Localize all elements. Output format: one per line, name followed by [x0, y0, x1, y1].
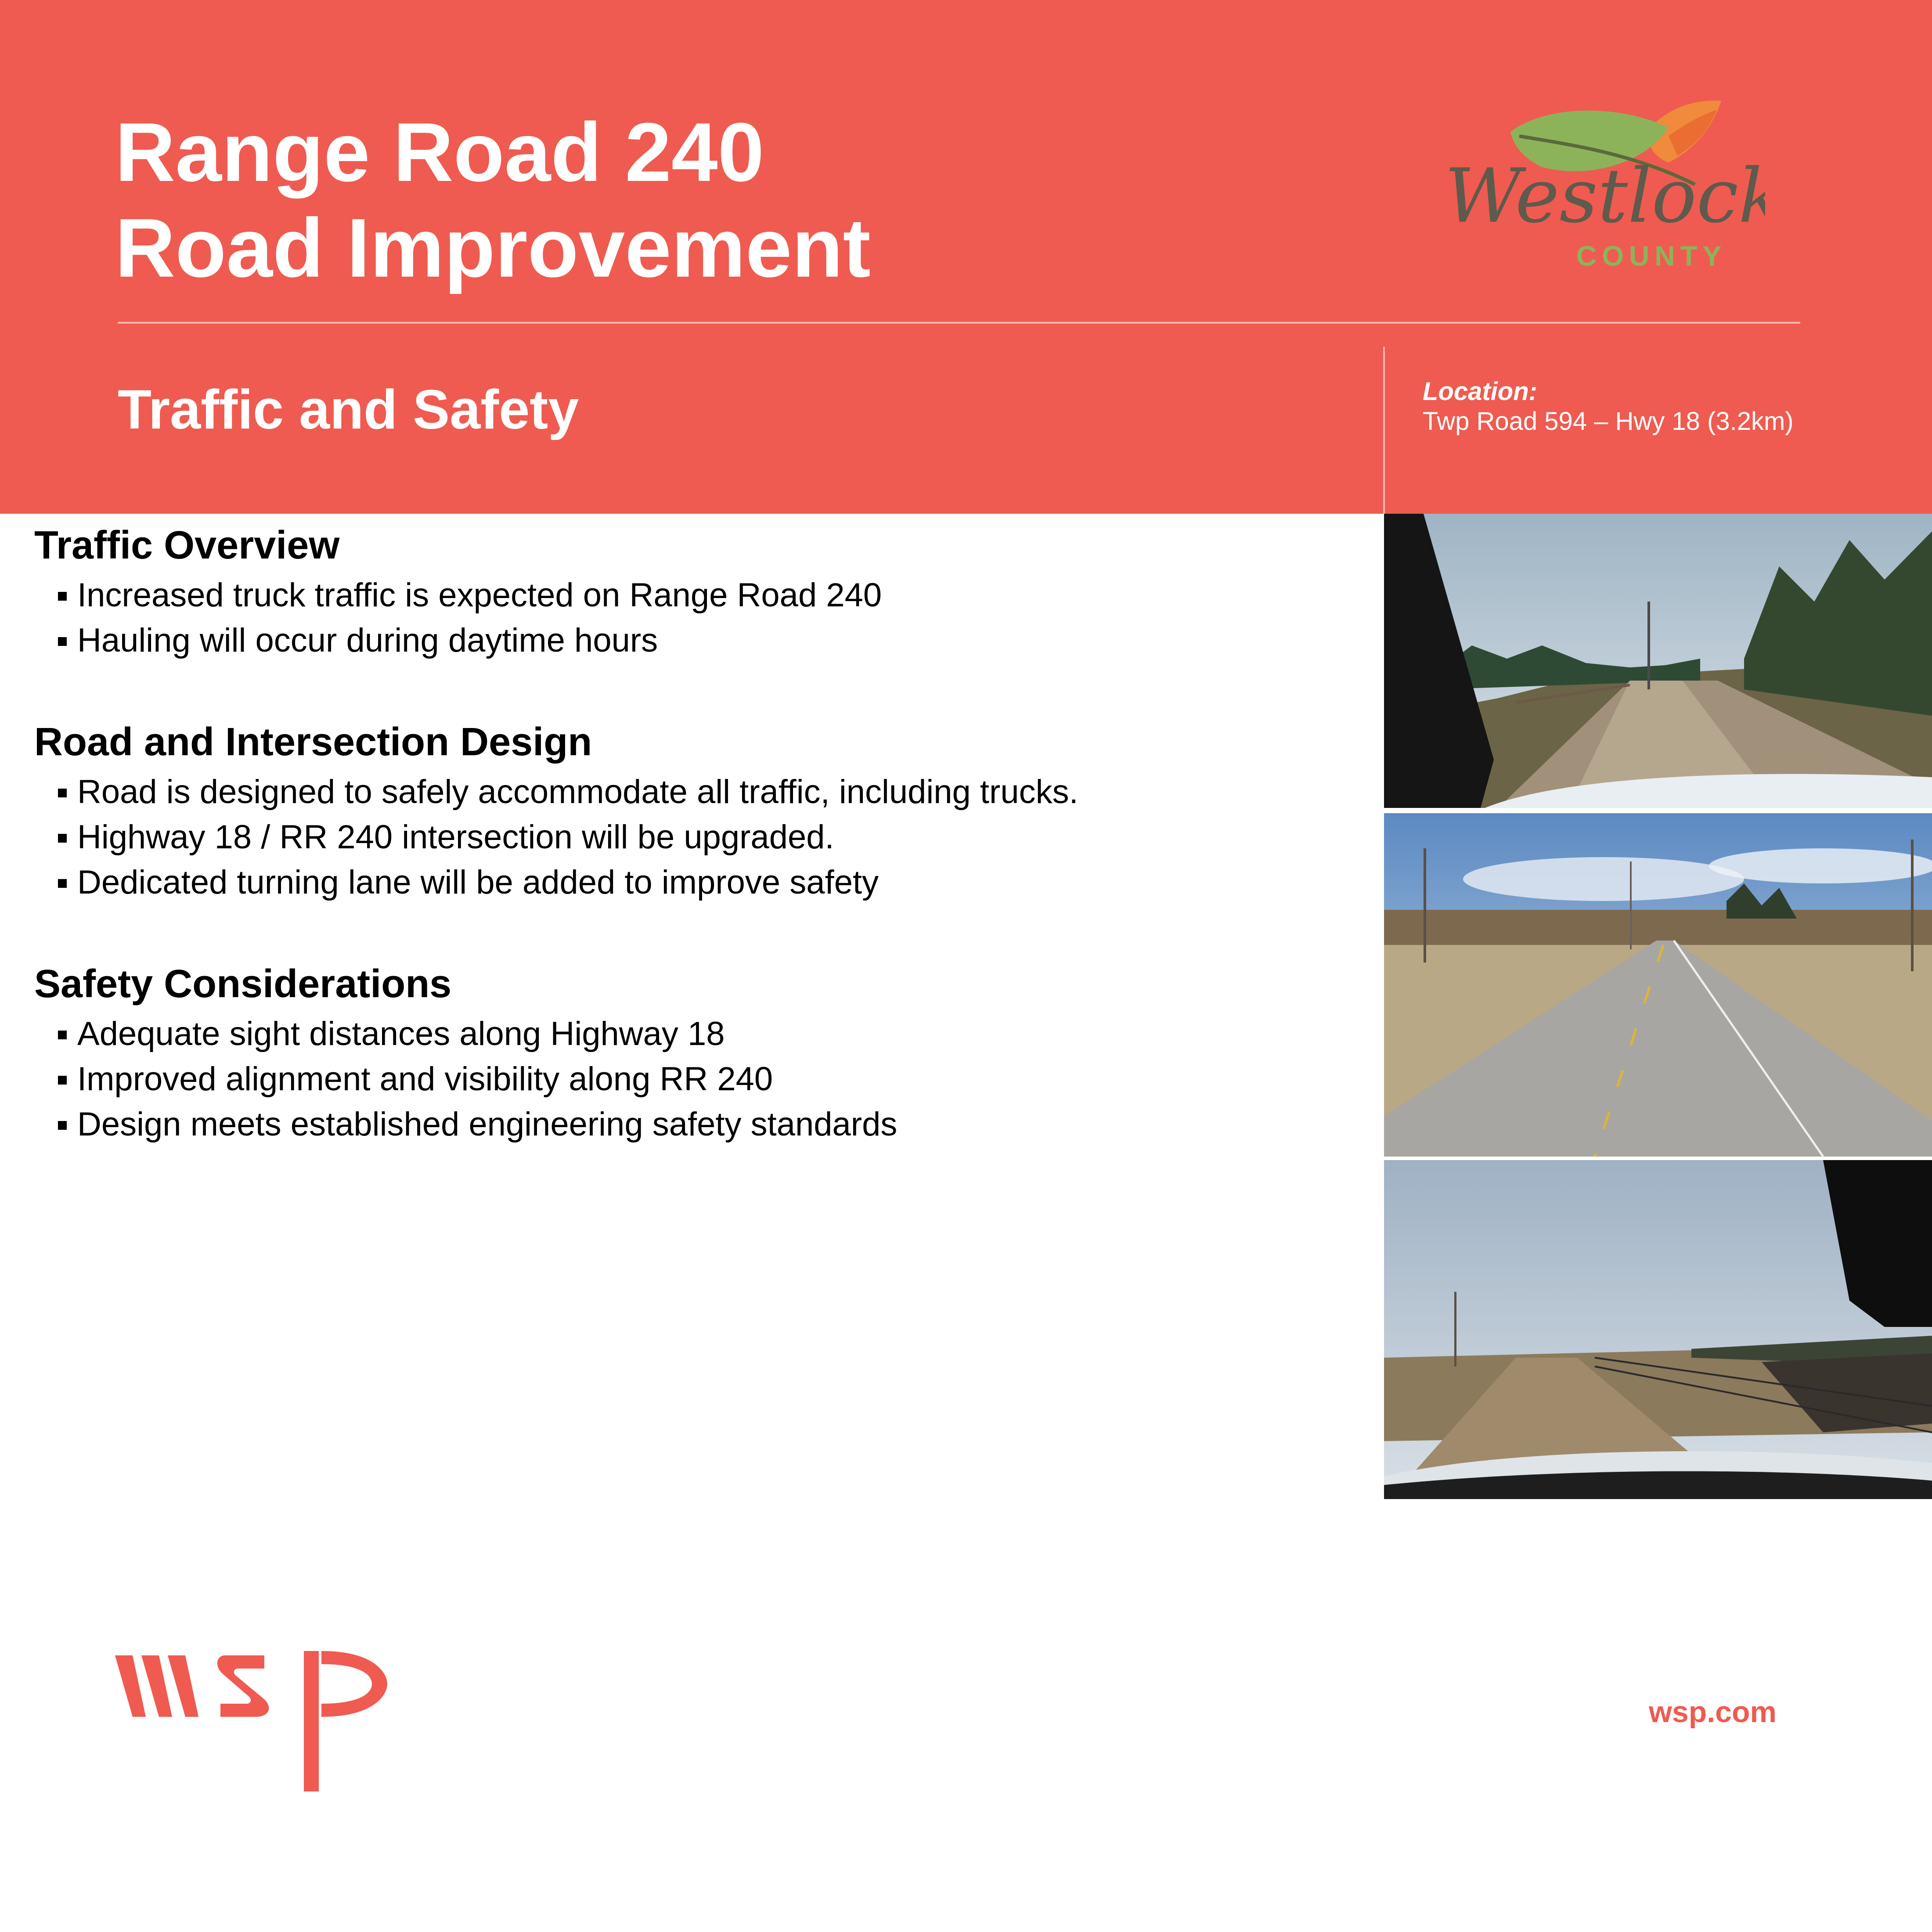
title-line-1: Range Road 240 — [115, 106, 764, 199]
list-item: Design meets established engineering safety standards — [34, 1102, 1352, 1147]
bullet-icon — [58, 789, 67, 797]
bullet-icon — [58, 834, 67, 843]
location-block — [1423, 377, 1794, 436]
list-item: Adequate sight distances along Highway 18 — [34, 1011, 1352, 1056]
location-value: Twp Road 594 – Hwy 18 (3.2km) — [1423, 407, 1794, 436]
section-heading: Safety Considerations — [34, 962, 452, 1006]
section-safety-considerations — [34, 957, 1352, 1147]
westlock-county-logo — [1440, 97, 1765, 281]
list-item: Road is designed to safely accommodate all traffic, including trucks. — [34, 769, 1352, 815]
road-photo-paved-highway — [1384, 813, 1932, 1157]
bullet-icon — [58, 879, 67, 888]
section-heading: Traffic Overview — [34, 523, 340, 567]
bullet-icon — [58, 592, 67, 601]
bullet-icon — [58, 1121, 67, 1130]
road-photo-gravel-treeline — [1384, 514, 1932, 808]
bullet-icon — [58, 637, 67, 646]
list-item: Highway 18 / RR 240 intersection will be upgraded. — [34, 815, 1352, 860]
logo-wordmark: Westlock — [1445, 153, 1765, 240]
bullet-icon — [58, 1076, 67, 1085]
page-title — [115, 105, 871, 296]
list-item: Increased truck traffic is expected on Range Road 240 — [34, 573, 1352, 618]
section-traffic-overview — [34, 518, 1352, 663]
header-divider — [118, 322, 1800, 324]
section-heading: Road and Intersection Design — [34, 720, 592, 764]
page-subtitle: Traffic and Safety — [118, 378, 579, 440]
wsp-logo — [115, 1647, 400, 1791]
section-road-intersection-design — [34, 715, 1352, 905]
list-item: Hauling will occur during daytime hours — [34, 618, 1352, 663]
road-photo-fenced-gravel — [1384, 1160, 1932, 1499]
content-sections — [34, 518, 1352, 1199]
header-vertical-divider — [1383, 347, 1385, 514]
location-label: Location: — [1423, 377, 1537, 406]
wsp-website-link[interactable]: wsp.com — [1649, 1695, 1777, 1729]
list-item: Improved alignment and visibility along RR 240 — [34, 1056, 1352, 1102]
title-line-2: Road Improvement — [115, 202, 871, 295]
list-item: Dedicated turning lane will be added to improve safety — [34, 860, 1352, 905]
logo-tagline: COUNTY — [1576, 240, 1727, 272]
bullet-icon — [58, 1031, 67, 1039]
